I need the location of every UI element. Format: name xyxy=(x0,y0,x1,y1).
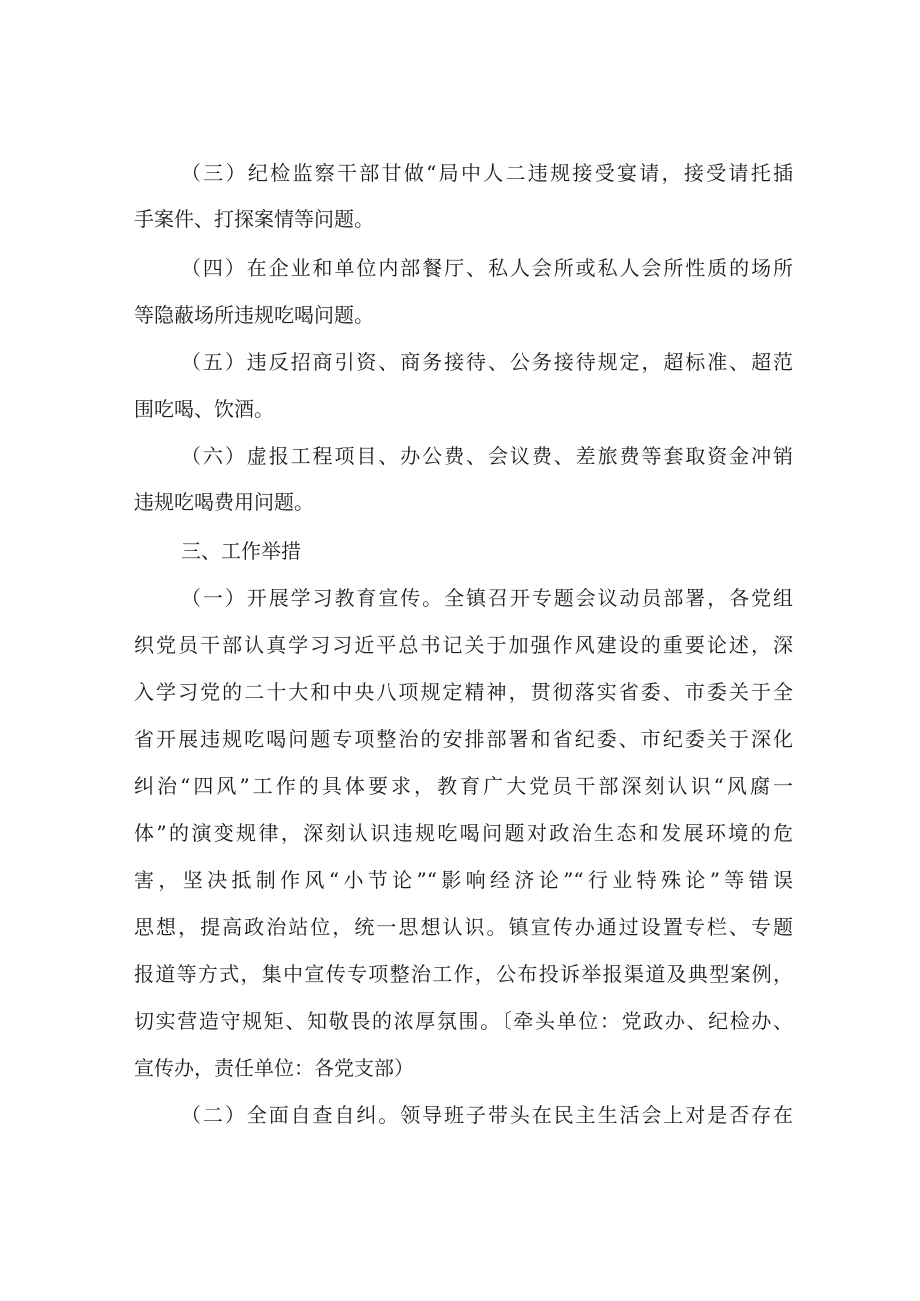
paragraph-1-line-2: 织党员干部认真学习习近平总书记关于加强作风建设的重要论述，深 xyxy=(134,633,793,657)
text-line-18 xyxy=(0,954,920,994)
paragraph-1-line-5: 纠治“四风”工作的具体要求，教育广大党员干部深刻认识“风腐一 xyxy=(134,774,793,798)
paragraph-2-first-line: （二）全面自查自纠。领导班子带头在民主生活会上对是否存在 xyxy=(181,1103,793,1127)
text-line-9 xyxy=(0,531,920,571)
paragraph-6-first-line: （六）虚报工程项目、办公费、会议费、差旅费等套取资金冲销 xyxy=(181,444,793,468)
text-line-6 xyxy=(0,389,920,429)
paragraph-1-last-line: 宣传办，责任单位：各党支部） xyxy=(134,1056,414,1080)
paragraph-1-line-4: 省开展违规吃喝问题专项整治的安排部署和省纪委、市纪委关于深化 xyxy=(134,727,793,751)
text-line-4 xyxy=(0,295,920,335)
paragraph-4-last-line: 等隐蔽场所违规吃喝问题。 xyxy=(134,303,374,327)
text-line-16 xyxy=(0,860,920,900)
paragraph-1-line-1: （一）开展学习教育宣传。全镇召开专题会议动员部署，各党组 xyxy=(181,586,793,610)
paragraph-3-last-line: 手案件、打探案情等问题。 xyxy=(134,207,374,231)
paragraph-1-line-7: 害，坚决抵制作风“小节论”“影响经济论”“行业特殊论”等错误 xyxy=(134,868,793,892)
paragraph-5-last-line: 围吃喝、饮酒。 xyxy=(134,397,274,421)
text-line-2 xyxy=(0,199,920,239)
paragraph-6-last-line: 违规吃喝费用问题。 xyxy=(134,490,314,514)
text-line-14 xyxy=(0,766,920,806)
paragraph-1-line-6: 体”的演变规律，深刻认识违规吃喝问题对政治生态和发展环境的危 xyxy=(134,821,793,845)
text-line-8 xyxy=(0,482,920,522)
paragraph-1-line-9: 报道等方式，集中宣传专项整治工作，公布投诉举报渠道及典型案例， xyxy=(134,962,793,986)
paragraph-4-first-line: （四）在企业和单位内部餐厅、私人会所或私人会所性质的场所 xyxy=(181,256,793,280)
paragraph-3-first-line: （三）纪检监察干部甘做“局中人二违规接受宴请，接受请托插 xyxy=(181,161,793,185)
paragraph-5-first-line: （五）违反招商引资、商务接待、公务接待规定，超标准、超范 xyxy=(181,350,793,374)
paragraph-1-line-10: 切实营造守规矩、知敬畏的浓厚氛围。〔牵头单位：党政办、纪检办、 xyxy=(134,1009,793,1033)
section-heading: 三、工作举措 xyxy=(181,539,301,563)
text-line-19 xyxy=(0,1001,920,1041)
text-line-11 xyxy=(0,625,920,665)
text-line-5 xyxy=(0,342,920,382)
text-line-7 xyxy=(0,436,920,476)
text-line-17 xyxy=(0,907,920,947)
text-line-3 xyxy=(0,248,920,288)
paragraph-1-line-8: 思想，提高政治站位，统一思想认识。镇宣传办通过设置专栏、专题 xyxy=(134,915,793,939)
text-line-15 xyxy=(0,813,920,853)
text-line-21 xyxy=(0,1095,920,1135)
text-line-10 xyxy=(0,578,920,618)
text-line-12 xyxy=(0,672,920,712)
paragraph-1-line-3: 入学习党的二十大和中央八项规定精神，贯彻落实省委、市委关于全 xyxy=(134,680,793,704)
text-line-13 xyxy=(0,719,920,759)
text-line-20 xyxy=(0,1048,920,1088)
text-line-1 xyxy=(0,153,920,193)
